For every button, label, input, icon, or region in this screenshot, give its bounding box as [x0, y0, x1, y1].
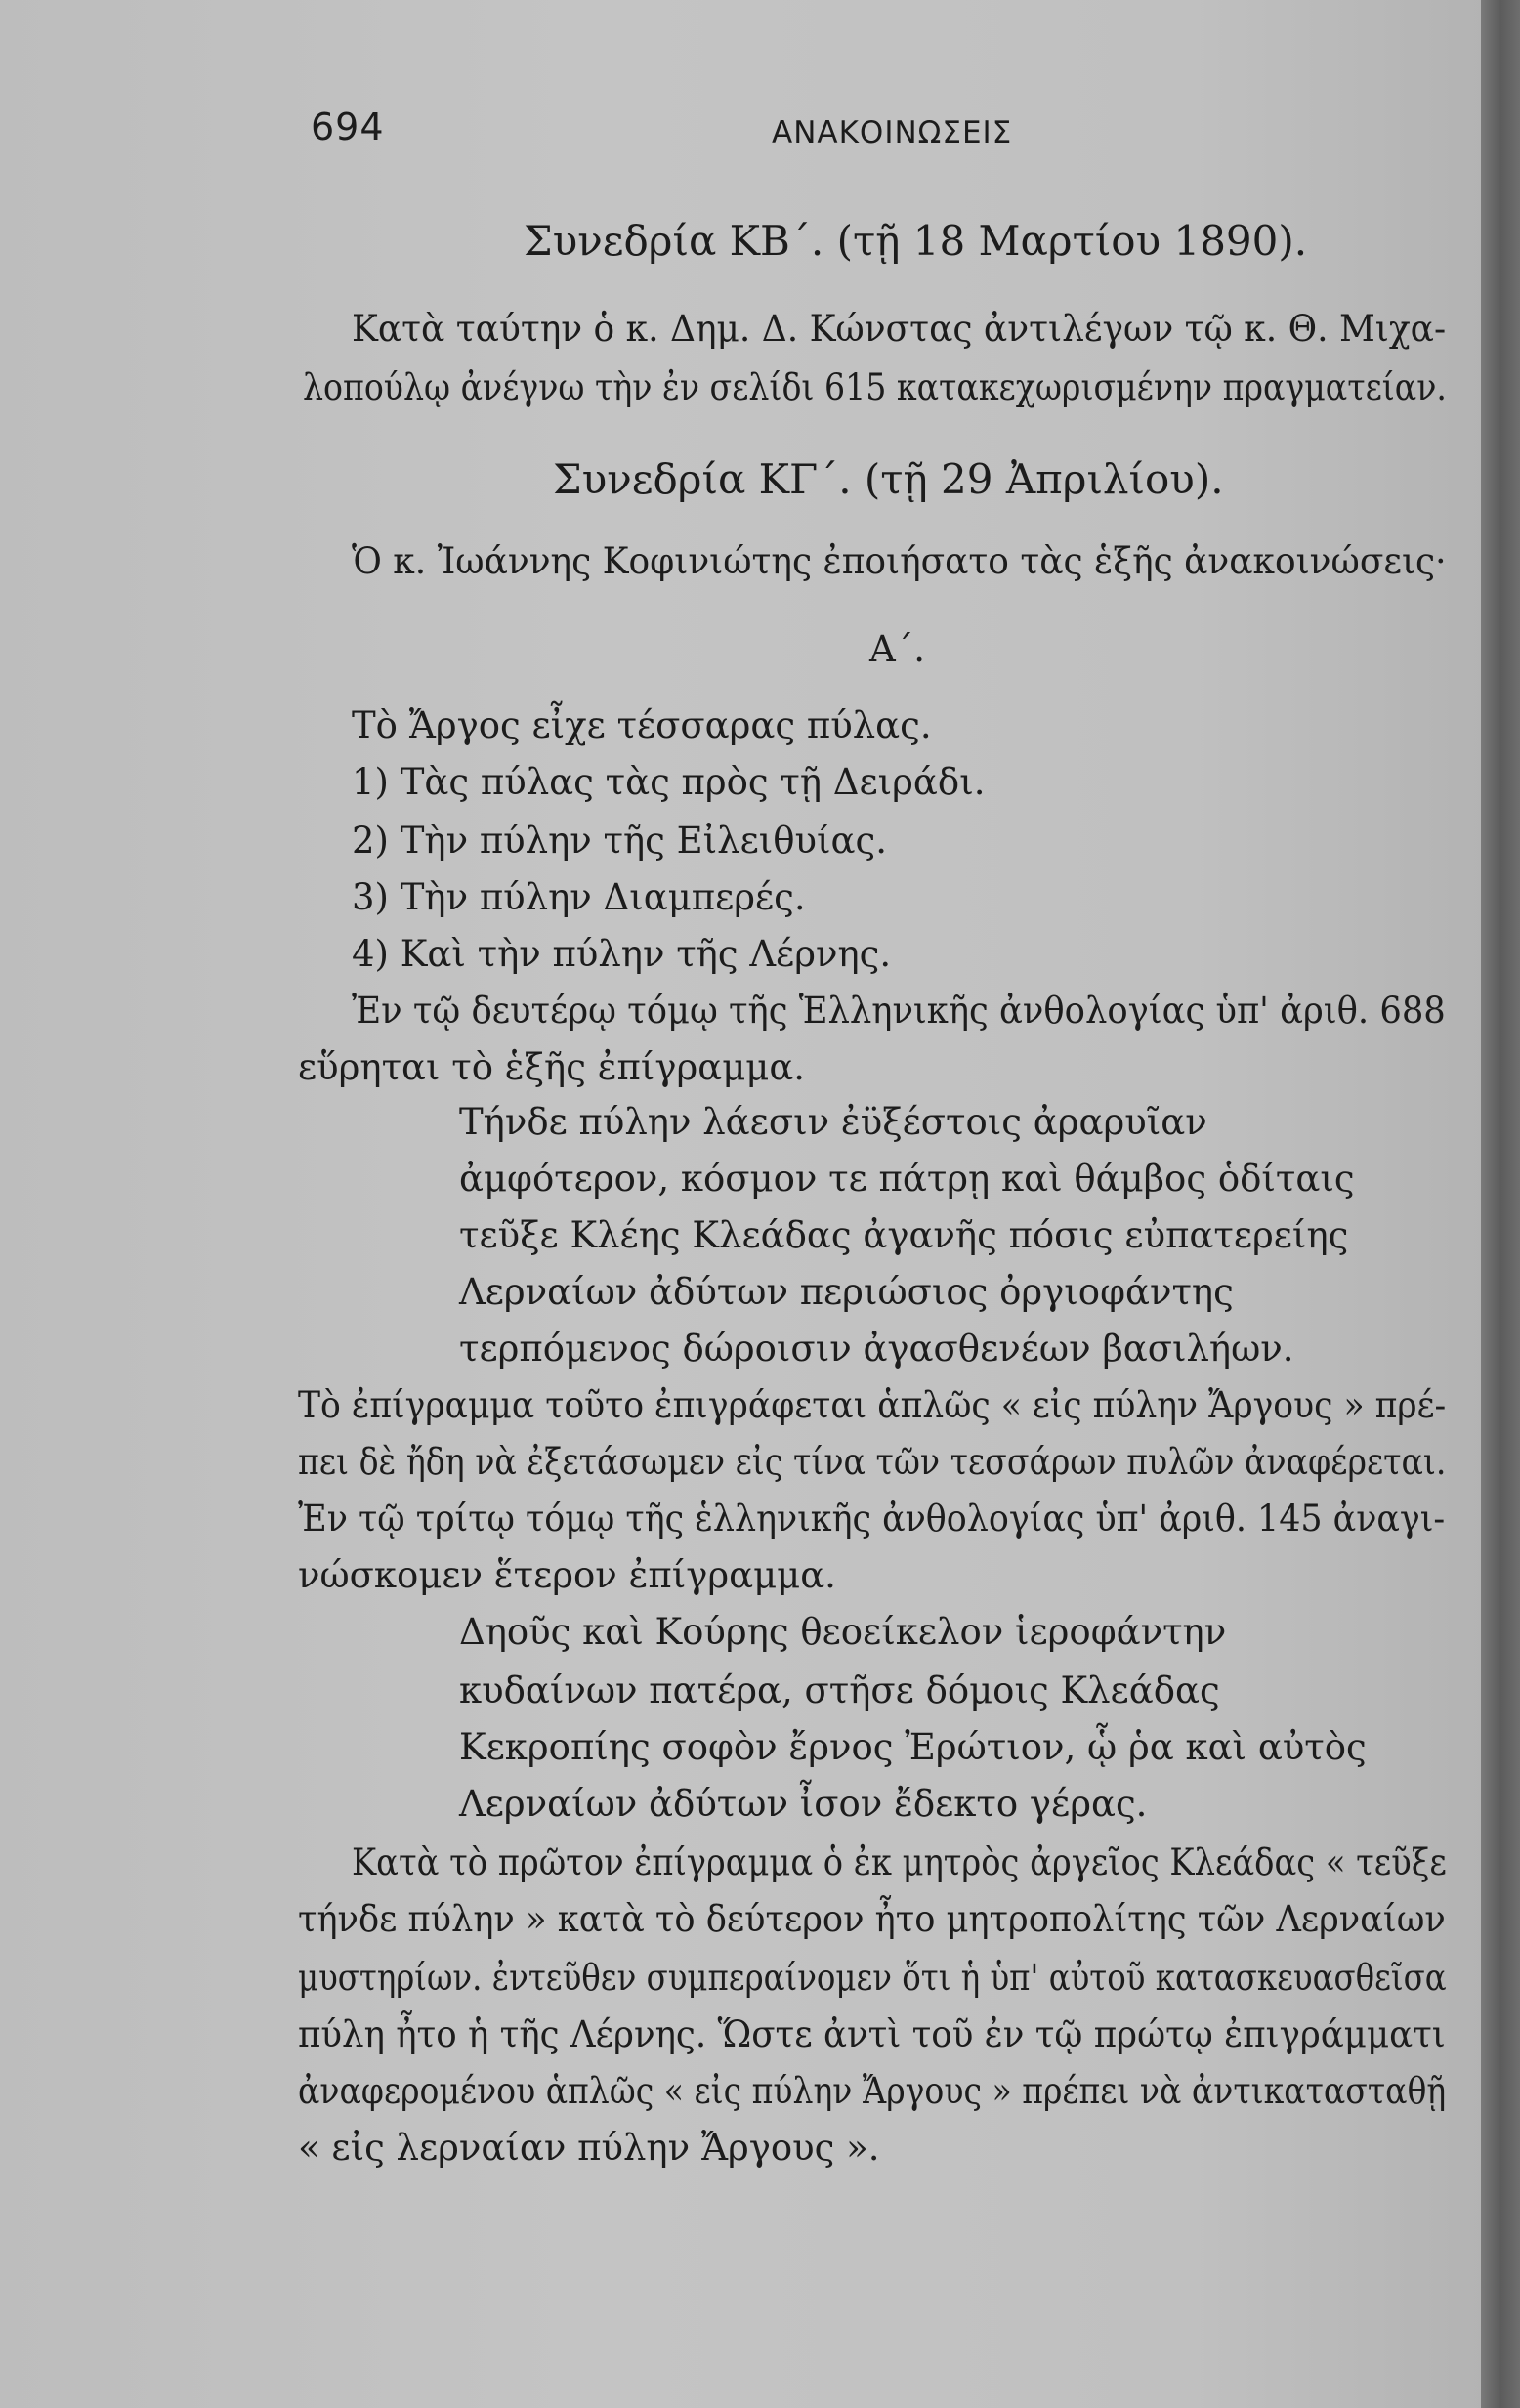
- verse-line: κυδαίνων πατέρα, στῆσε δόμοις Κλεάδας: [459, 1669, 1220, 1711]
- list-item: 3) Τὴν πύλην Διαμπερές.: [352, 876, 806, 918]
- verse-line: τερπόμενος δώροισιν ἀγασθενέων βασιλήων.: [459, 1328, 1294, 1370]
- verse-line: Λερναίων ἀδύτων περιώσιος ὀργιοφάντης: [459, 1271, 1234, 1313]
- verse-line: Λερναίων ἀδύτων ἶσον ἔδεκτο γέρας.: [459, 1783, 1148, 1825]
- verse-line: Δηοῦς καὶ Κούρης θεοείκελον ἱεροφάντην: [459, 1611, 1227, 1653]
- section-label: Α΄.: [869, 628, 925, 670]
- running-title: ΑΝΑΚΟΙΝΩΣΕΙΣ: [772, 115, 1013, 150]
- text-line: Ὁ κ. Ἰωάννης Κοφινιώτης ἐποιήσατο τὰς ἑξῆς ἀνακοινώσεις·: [352, 540, 1447, 582]
- session-heading-kb: Συνεδρία ΚΒ΄. (τῇ 18 Μαρτίου 1890).: [524, 217, 1308, 265]
- text-line: εὕρηται τὸ ἑξῆς ἐπίγραμμα.: [298, 1046, 806, 1088]
- verse-line: ἀμφότερον, κόσμον τε πάτρῃ καὶ θάμβος ὁδίταις: [459, 1158, 1355, 1200]
- list-item: 2) Τὴν πύλην τῆς Εἰλειθυίας.: [352, 820, 888, 862]
- text-line: λοπούλῳ ἀνέγνω τὴν ἐν σελίδι 615 κατακεχωρισμένην πραγματείαν.: [303, 366, 1447, 408]
- list-item: 4) Καὶ τὴν πύλην τῆς Λέρνης.: [352, 933, 892, 975]
- text-line: Τὸ Ἄργος εἶχε τέσσαρας πύλας.: [352, 704, 932, 746]
- verse-line: Τήνδε πύλην λάεσιν ἐϋξέστοις ἀραρυῖαν: [459, 1101, 1207, 1143]
- text-line: μυστηρίων. ἐντεῦθεν συμπεραίνομεν ὅτι ἡ ὑπ' αὐτοῦ κατασκευασθεῖσα: [298, 1957, 1447, 1999]
- text-line: Ἐν τῷ δευτέρῳ τόμῳ τῆς Ἑλληνικῆς ἀνθολογίας ὑπ' ἀριθ. 688: [352, 990, 1446, 1032]
- text-line: πύλη ἦτο ἡ τῆς Λέρνης. Ὥστε ἀντὶ τοῦ ἐν τῷ πρώτῳ ἐπιγράμματι: [298, 2013, 1446, 2055]
- list-item: 1) Τὰς πύλας τὰς πρὸς τῇ Δειράδι.: [352, 761, 986, 803]
- session-heading-kg: Συνεδρία ΚΓ΄. (τῇ 29 Ἀπριλίου).: [553, 455, 1224, 503]
- text-line: « εἰς λερναίαν πύλην Ἄργους ».: [298, 2127, 880, 2169]
- text-line: Ἐν τῷ τρίτῳ τόμῳ τῆς ἑλληνικῆς ἀνθολογίας ὑπ' ἀριθ. 145 ἀναγι-: [298, 1498, 1446, 1540]
- page-edge-shadow: [1481, 0, 1520, 2408]
- text-line: Κατὰ ταύτην ὁ κ. Δημ. Δ. Κώνστας ἀντιλέγων τῷ κ. Θ. Μιχα-: [352, 308, 1447, 350]
- verse-line: Κεκροπίης σοφὸν ἔρνος Ἐρώτιον, ᾧ ῥα καὶ αὐτὸς: [459, 1726, 1367, 1768]
- verse-line: τεῦξε Κλέης Κλεάδας ἀγανῆς πόσις εὐπατερείης: [459, 1214, 1349, 1256]
- text-line: Τὸ ἐπίγραμμα τοῦτο ἐπιγράφεται ἁπλῶς « εἰς πύλην Ἄργους » πρέ-: [298, 1384, 1447, 1426]
- text-line: πει δὲ ἤδη νὰ ἐξετάσωμεν εἰς τίνα τῶν τεσσάρων πυλῶν ἀναφέρεται.: [298, 1441, 1447, 1483]
- page-number: 694: [311, 106, 385, 148]
- text-line: τήνδε πύλην » κατὰ τὸ δεύτερον ἦτο μητροπολίτης τῶν Λερναίων: [298, 1898, 1446, 1940]
- text-line: Κατὰ τὸ πρῶτον ἐπίγραμμα ὁ ἐκ μητρὸς ἀργεῖος Κλεάδας « τεῦξε: [352, 1841, 1447, 1883]
- text-line: ἀναφερομένου ἁπλῶς « εἰς πύλην Ἄργους » πρέπει νὰ ἀντικατασταθῇ: [298, 2070, 1447, 2112]
- text-line: νώσκομεν ἕτερον ἐπίγραμμα.: [298, 1554, 836, 1596]
